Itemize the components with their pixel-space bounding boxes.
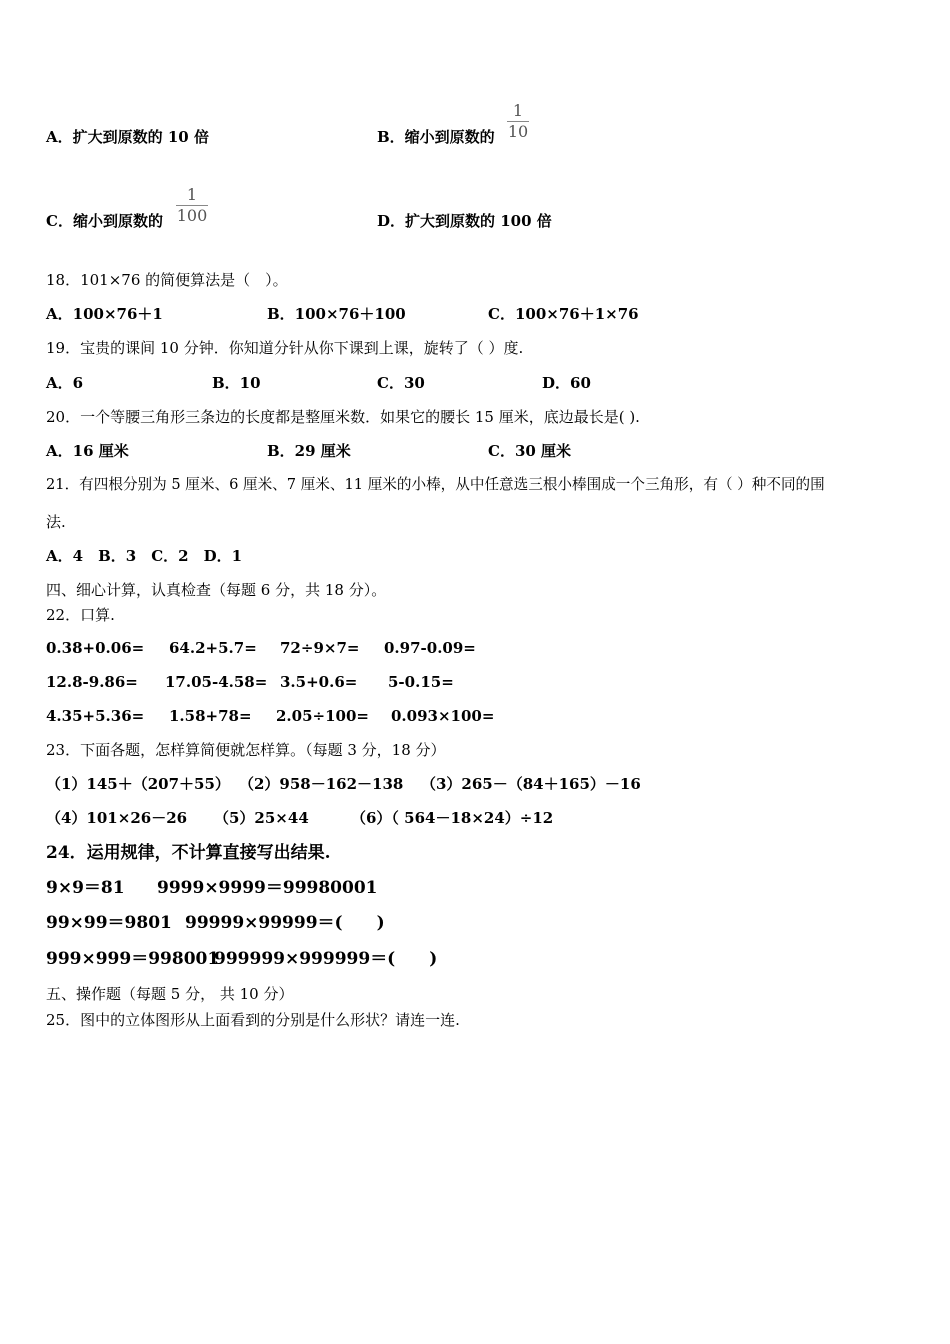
q19-option-b: B．10 (212, 374, 261, 392)
fraction-denominator: 100 (176, 206, 208, 225)
q22-item: 0.38+0.06= (46, 639, 145, 657)
q23-problem-6: （6）（ 564－18×24）÷12 (351, 809, 554, 827)
q18-option-c: C．100×76＋1×76 (488, 305, 639, 323)
q22-item: 1.58+78= (169, 707, 252, 725)
q18-stem: 18．101×76 的简便算法是（ ）。 (46, 271, 288, 289)
q17-option-b-fraction (507, 102, 529, 141)
q23-problem-2: （2）958－162－138 (239, 775, 404, 793)
q18-option-a: A．100×76＋1 (46, 305, 163, 323)
q24-pattern: 999×999＝998001 (46, 949, 220, 969)
q18-option-b: B．100×76＋100 (267, 305, 406, 323)
q21-stem-continued: 法. (46, 513, 66, 531)
fraction-numerator: 1 (512, 101, 524, 120)
q19-stem: 19．宝贵的课间 10 分钟．你知道分针从你下课到上课，旋转了（ ）度. (46, 339, 524, 357)
q22-item: 64.2+5.7= (169, 639, 257, 657)
q22-item: 72÷9×7= (280, 639, 360, 657)
q21-options: A．4 B．3 C．2 D．1 (46, 547, 243, 565)
q24-answer-blank: 999999×999999＝( ) (214, 949, 438, 969)
q17-option-a: A．扩大到原数的 10 倍 (46, 128, 209, 146)
q23-problem-5: （5）25×44 (214, 809, 309, 827)
q24-stem: 24．运用规律，不计算直接写出结果. (46, 843, 331, 863)
section-4-heading: 四、细心计算，认真检查（每题 6 分，共 18 分）。 (46, 581, 387, 599)
q19-option-d: D．60 (542, 374, 591, 392)
q20-option-c: C．30 厘米 (488, 442, 572, 460)
q19-option-a: A．6 (46, 374, 84, 392)
q23-stem: 23．下面各题，怎样算简便就怎样算。（每题 3 分，18 分） (46, 741, 446, 759)
q24-answer-blank: 99999×99999＝( ) (185, 913, 385, 933)
q22-item: 0.97-0.09= (384, 639, 476, 657)
q17-option-c-fraction (176, 186, 208, 225)
q24-pattern: 9×9＝81 (46, 878, 125, 898)
q23-problem-4: （4）101×26－26 (46, 809, 188, 827)
q21-stem: 21．有四根分别为 5 厘米、6 厘米、7 厘米、11 厘米的小棒，从中任意选三根小棒围成一个三角形，有（ ）种不同的围 (46, 476, 825, 493)
q20-option-b: B．29 厘米 (267, 442, 351, 460)
q17-option-d: D．扩大到原数的 100 倍 (377, 212, 552, 230)
q24-pattern: 99×99＝9801 (46, 913, 172, 933)
q22-item: 12.8-9.86= (46, 673, 138, 691)
q23-problem-1: （1）145＋（207＋55） (46, 775, 230, 793)
fraction-denominator: 10 (507, 122, 529, 141)
q19-option-c: C．30 (377, 374, 425, 392)
q22-item: 0.093×100= (391, 707, 495, 725)
q22-item: 3.5+0.6= (280, 673, 358, 691)
section-5-heading: 五、操作题（每题 5 分， 共 10 分） (46, 985, 294, 1003)
q20-option-a: A．16 厘米 (46, 442, 129, 460)
q22-stem: 22．口算. (46, 606, 115, 624)
q22-item: 2.05÷100= (276, 707, 369, 725)
fraction-numerator: 1 (186, 185, 198, 204)
q17-option-b: B．缩小到原数的 (377, 128, 495, 146)
q22-item: 17.05-4.58= (165, 673, 268, 691)
q23-problem-3: （3）265－（84＋165）－16 (421, 775, 641, 793)
q25-stem: 25．图中的立体图形从上面看到的分别是什么形状？请连一连. (46, 1011, 460, 1029)
q24-pattern: 9999×9999＝99980001 (157, 878, 378, 898)
q17-option-c: C．缩小到原数的 (46, 212, 163, 230)
q22-item: 5-0.15= (388, 673, 454, 691)
q20-stem: 20．一个等腰三角形三条边的长度都是整厘米数．如果它的腰长 15 厘米，底边最长是( ). (46, 408, 640, 426)
q22-item: 4.35+5.36= (46, 707, 145, 725)
